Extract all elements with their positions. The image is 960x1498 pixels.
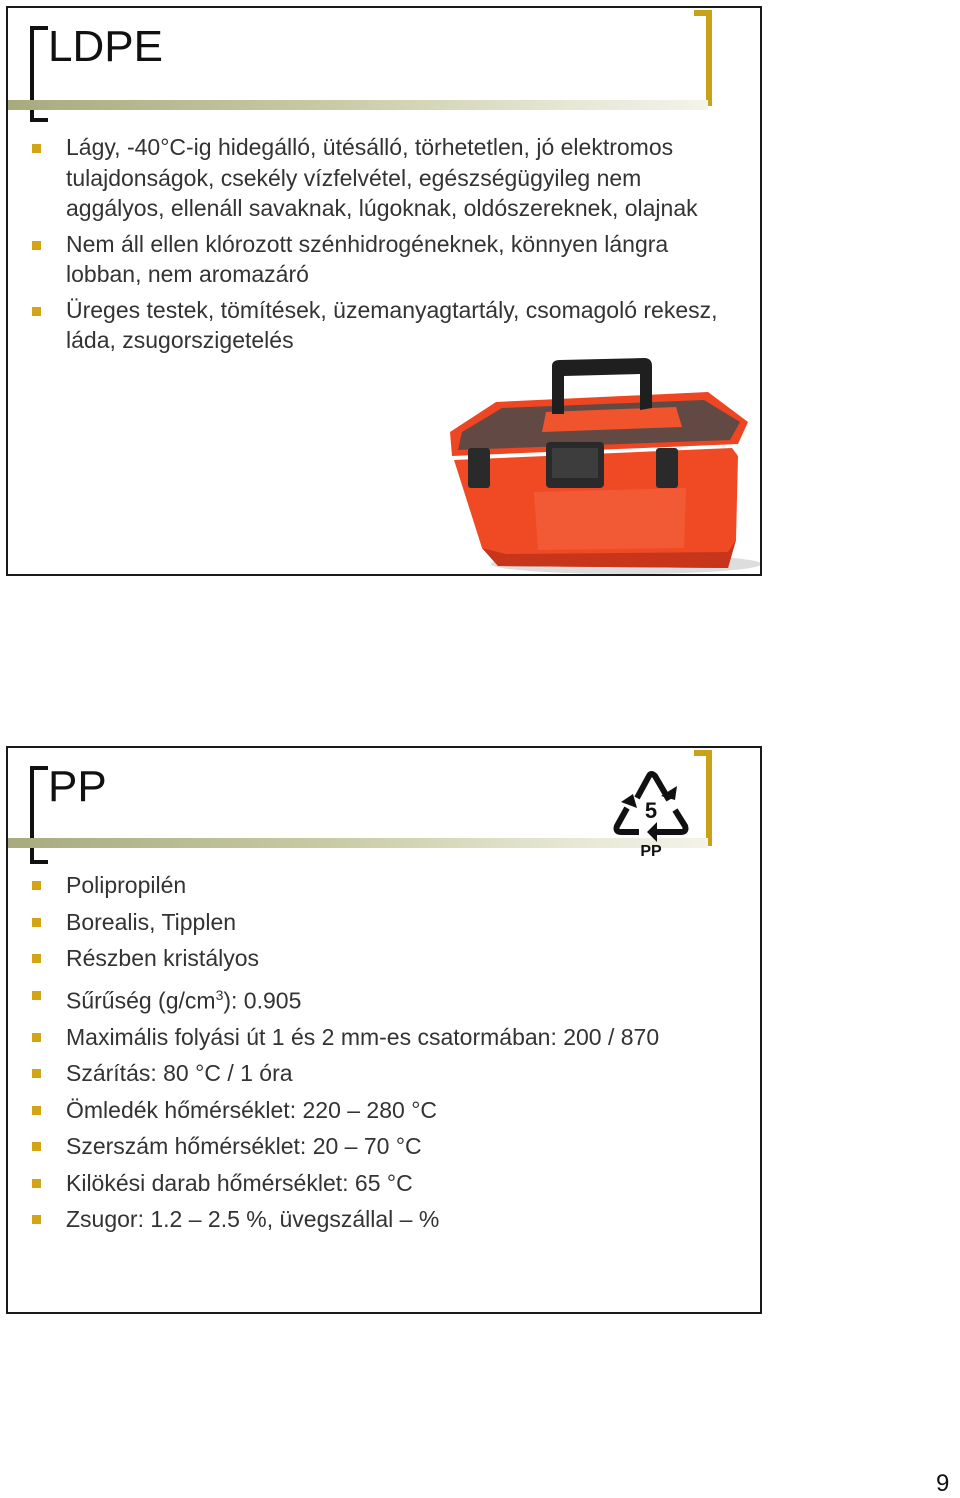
slide-ldpe — [6, 6, 762, 576]
list-item: Kilökési darab hőmérséklet: 65 °C — [8, 1168, 748, 1198]
bullet-square-icon — [32, 954, 41, 963]
list-item: Maximális folyási út 1 és 2 mm-es csatormában: 200 / 870 — [8, 1022, 748, 1052]
list-item: Zsugor: 1.2 – 2.5 %, üvegszállal – % — [8, 1204, 748, 1234]
list-item: Szárítás: 80 °C / 1 óra — [8, 1058, 748, 1088]
bullet-square-icon — [32, 1142, 41, 1151]
bullet-list — [8, 870, 748, 1241]
bullet-square-icon — [32, 1069, 41, 1078]
list-item: Szerszám hőmérséklet: 20 – 70 °C — [8, 1131, 748, 1161]
toolbox-image — [446, 352, 762, 576]
bullet-square-icon — [32, 881, 41, 890]
slide-pp — [6, 746, 762, 1314]
left-bracket-decoration — [30, 766, 48, 864]
page-number: 9 — [936, 1470, 950, 1497]
list-item: Nem áll ellen klórozott szénhidrogéneknek, könnyen lángra lobban, nem aromazáró — [8, 229, 728, 290]
bullet-list — [8, 132, 728, 361]
bullet-square-icon — [32, 1033, 41, 1042]
list-item: Üreges testek, tömítések, üzemanyagtartály, csomagoló rekesz, láda, zsugorszigetelés — [8, 295, 728, 356]
slide-title: PP — [48, 762, 107, 811]
bullet-square-icon — [32, 1215, 41, 1224]
toolbox-right-latch — [656, 448, 678, 488]
toolbox-left-latch — [468, 448, 490, 488]
bullet-square-icon — [32, 1179, 41, 1188]
right-bracket-decoration — [694, 10, 712, 106]
bullet-square-icon — [32, 307, 41, 316]
bullet-square-icon — [32, 144, 41, 153]
slide-title: LDPE — [48, 22, 163, 71]
toolbox-front-panel — [534, 488, 686, 550]
bullet-square-icon — [32, 241, 41, 250]
list-item: Borealis, Tipplen — [8, 907, 748, 937]
recycle-label: PP — [640, 843, 662, 858]
toolbox-latch-face — [552, 448, 598, 478]
list-item: Sűrűség $(g/cm^3)$: 0.905 — [8, 980, 748, 1016]
list-item: Ömledék hőmérséklet: 220 – 280 °C — [8, 1095, 748, 1125]
list-item: Lágy, -40°C-ig hidegálló, ütésálló, törhetetlen, jó elektromos tulajdonságok, csekély vízfelvétel, egészségügyileg nem aggályos, ellenáll savaknak, lúgoknak, oldószereknek, olajnak — [8, 132, 728, 224]
bullet-square-icon — [32, 1106, 41, 1115]
recycle-number: 5 — [644, 798, 658, 823]
title-underline — [8, 100, 708, 110]
title-underline — [8, 838, 708, 848]
bullet-square-icon — [32, 991, 41, 1000]
bullet-square-icon — [32, 918, 41, 927]
right-bracket-decoration — [694, 750, 712, 846]
recycling-pp-5-icon — [609, 760, 693, 858]
list-item: Polipropilén — [8, 870, 748, 900]
list-item: Részben kristályos — [8, 943, 748, 973]
